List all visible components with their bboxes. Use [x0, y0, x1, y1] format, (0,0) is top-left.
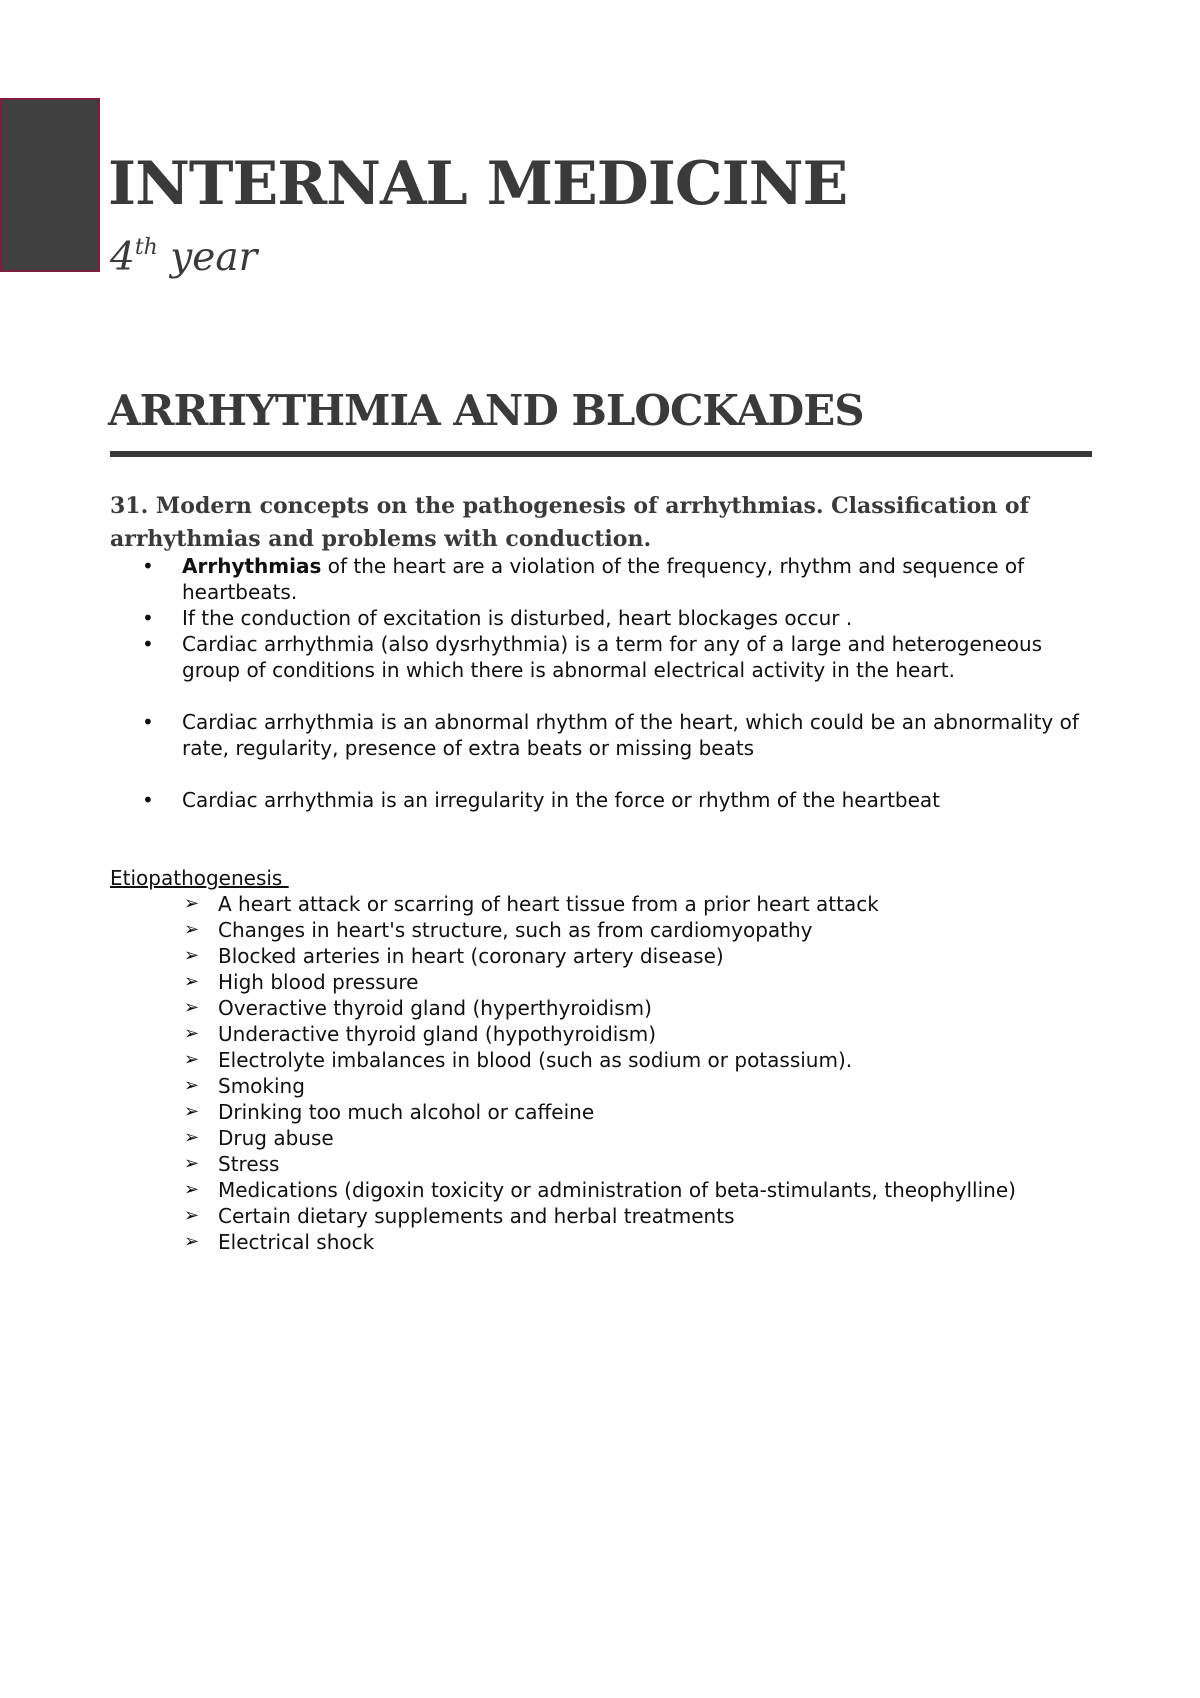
list-item [110, 1125, 1100, 1151]
list-item-text: Overactive thyroid gland (hyperthyroidism) [218, 996, 652, 1020]
bold-term: Arrhythmias [182, 554, 322, 578]
list-item-text: of the heart are a violation of the frequency, rhythm and sequence of heartbeats. [182, 554, 1025, 604]
list-item-text: Electrical shock [218, 1230, 375, 1254]
list-item-text: Cardiac arrhythmia is an abnormal rhythm of the heart, which could be an abnormality of rate, regularity, presence of extra beats or missing beats [182, 710, 1079, 760]
definition-bullet-list [110, 553, 1100, 813]
arrow-bullet-icon: ➢ [184, 1153, 200, 1174]
list-item [110, 943, 1100, 969]
list-item [110, 1021, 1100, 1047]
bullet-marker: • [142, 710, 154, 734]
section-divider [110, 451, 1092, 457]
list-item-text: Drug abuse [218, 1126, 334, 1150]
list-item-text: A heart attack or scarring of heart tissue from a prior heart attack [218, 892, 879, 916]
bullet-marker: • [142, 788, 154, 812]
list-item [110, 995, 1100, 1021]
arrow-bullet-icon: ➢ [184, 1179, 200, 1200]
document-subtitle [110, 234, 257, 282]
question-heading: 31. Modern concepts on the pathogenesis of arrhythmias. Classification of arrhythmias and problems with conduction. [110, 493, 1030, 552]
arrow-bullet-icon: ➢ [184, 997, 200, 1018]
arrow-bullet-icon: ➢ [184, 945, 200, 966]
list-item [110, 891, 1100, 917]
bullet-marker: • [142, 606, 154, 630]
list-item-text: If the conduction of excitation is disturbed, heart blockages occur . [182, 606, 853, 630]
bullet-marker: • [142, 632, 154, 656]
list-item [110, 969, 1100, 995]
list-item [110, 1047, 1100, 1073]
arrow-bullet-icon: ➢ [184, 1023, 200, 1044]
list-item-text: Smoking [218, 1074, 305, 1098]
list-item [110, 709, 1100, 761]
list-item-text: Stress [218, 1152, 280, 1176]
arrow-bullet-icon: ➢ [184, 1075, 200, 1096]
subtitle-superscript: th [134, 235, 158, 260]
list-item-text: Changes in heart's structure, such as from cardiomyopathy [218, 918, 813, 942]
subtitle-rest: year [157, 235, 258, 280]
bullet-marker: • [142, 554, 154, 578]
list-item [110, 553, 1100, 605]
list-item [110, 631, 1100, 683]
arrow-bullet-icon: ➢ [184, 1127, 200, 1148]
list-item [110, 1177, 1100, 1203]
list-item [110, 917, 1100, 943]
etiopathogenesis-heading: Etiopathogenesis [110, 866, 289, 890]
arrow-bullet-icon: ➢ [184, 893, 200, 914]
arrow-bullet-icon: ➢ [184, 1101, 200, 1122]
list-item [110, 1203, 1100, 1229]
list-item [110, 1151, 1100, 1177]
arrow-bullet-icon: ➢ [184, 919, 200, 940]
list-item-text: Certain dietary supplements and herbal treatments [218, 1204, 735, 1228]
list-item-text: Drinking too much alcohol or caffeine [218, 1100, 595, 1124]
list-item [110, 605, 1100, 631]
list-item-text: Medications (digoxin toxicity or administration of beta-stimulants, theophylline) [218, 1178, 1016, 1202]
arrow-bullet-icon: ➢ [184, 1231, 200, 1252]
list-item-text: Cardiac arrhythmia is an irregularity in the force or rhythm of the heartbeat [182, 788, 941, 812]
arrow-bullet-icon: ➢ [184, 1205, 200, 1226]
list-item-text: Electrolyte imbalances in blood (such as sodium or potassium). [218, 1048, 853, 1072]
header-accent-block [0, 98, 100, 272]
list-item [110, 1229, 1100, 1255]
list-item [110, 787, 1100, 813]
list-item-text: High blood pressure [218, 970, 419, 994]
section-title: ARRHYTHMIA AND BLOCKADES [108, 386, 864, 435]
subtitle-number: 4 [110, 235, 135, 280]
list-item-text: Underactive thyroid gland (hypothyroidism) [218, 1022, 657, 1046]
list-item-text: Cardiac arrhythmia (also dysrhythmia) is a term for any of a large and heterogeneous group of conditions in which there is abnormal electrical activity in the heart. [182, 632, 1043, 682]
list-item [110, 1073, 1100, 1099]
etiopathogenesis-list [110, 891, 1100, 1255]
document-title: INTERNAL MEDICINE [108, 149, 848, 219]
list-item [110, 1099, 1100, 1125]
arrow-bullet-icon: ➢ [184, 971, 200, 992]
list-item-text: Blocked arteries in heart (coronary artery disease) [218, 944, 724, 968]
arrow-bullet-icon: ➢ [184, 1049, 200, 1070]
